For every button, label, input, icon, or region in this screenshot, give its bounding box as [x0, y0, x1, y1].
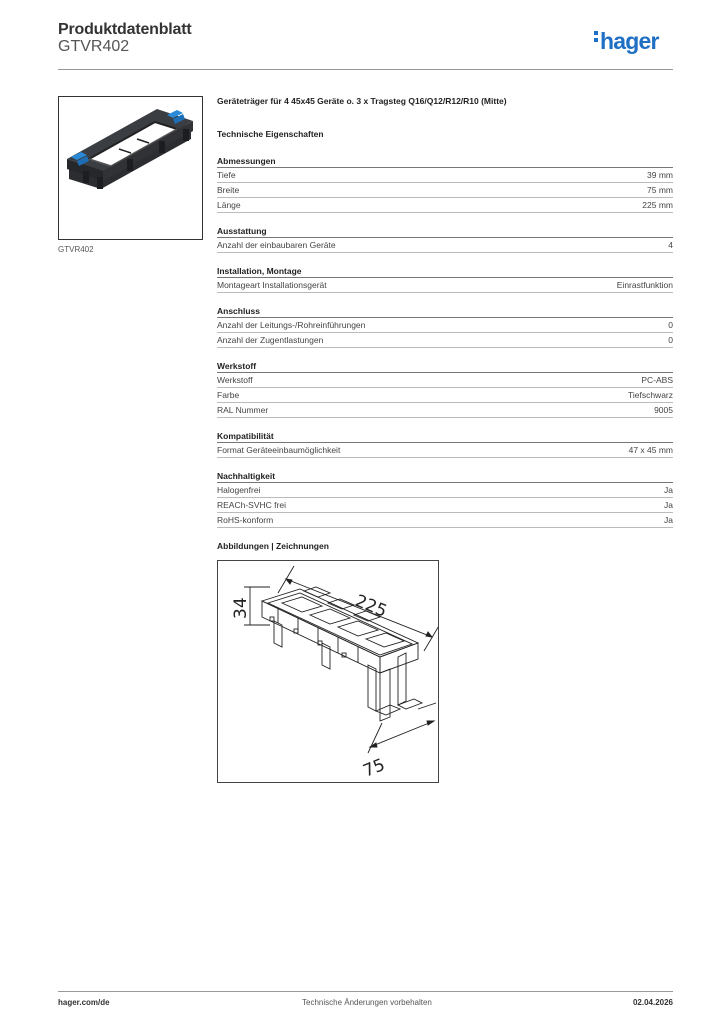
spec-label: Anzahl der Zugentlastungen: [217, 335, 324, 345]
spec-group-dimensions: [217, 156, 673, 213]
spec-label: Format Geräteeinbaumöglichkeit: [217, 445, 341, 455]
spec-row: [217, 483, 673, 498]
spec-group-title: Installation, Montage: [217, 266, 673, 278]
spec-row: [217, 168, 673, 183]
hager-logo: [594, 28, 659, 55]
spec-label: Tiefe: [217, 170, 236, 180]
product-description: Geräteträger für 4 45x45 Geräte o. 3 x Tragsteg Q16/Q12/R12/R10 (Mitte): [217, 96, 507, 106]
spec-label: Länge: [217, 200, 241, 210]
spec-group-sustainability: [217, 471, 673, 528]
spec-row: [217, 443, 673, 458]
drawings-heading: Abbildungen | Zeichnungen: [217, 541, 329, 551]
spec-group-title: Nachhaltigkeit: [217, 471, 673, 483]
technical-drawing: [218, 561, 438, 782]
spec-label: Anzahl der einbaubaren Geräte: [217, 240, 336, 250]
spec-row: [217, 333, 673, 348]
spec-value: 0: [668, 320, 673, 330]
product-image-frame: [58, 96, 203, 240]
spec-value: 225 mm: [642, 200, 673, 210]
spec-label: RoHS-konform: [217, 515, 274, 525]
spec-label: Montageart Installationsgerät: [217, 280, 327, 290]
spec-value: Ja: [664, 485, 673, 495]
spec-value: 47 x 45 mm: [628, 445, 673, 455]
spec-row: [217, 278, 673, 293]
spec-group-title: Ausstattung: [217, 226, 673, 238]
technical-drawing-frame: [217, 560, 439, 783]
logo-colon-icon: [594, 31, 598, 45]
spec-label: Halogenfrei: [217, 485, 261, 495]
spec-group-installation: [217, 266, 673, 293]
spec-group-compatibility: [217, 431, 673, 458]
spec-group-title: Anschluss: [217, 306, 673, 318]
spec-value: 0: [668, 335, 673, 345]
specification-section: [217, 96, 673, 528]
spec-label: REACh-SVHC frei: [217, 500, 286, 510]
dimension-length-label: 225: [352, 591, 390, 622]
spec-label: RAL Nummer: [217, 405, 269, 415]
spec-value: 4: [668, 240, 673, 250]
spec-label: Farbe: [217, 390, 240, 400]
logo-text: hager: [600, 28, 659, 54]
spec-value: Ja: [664, 500, 673, 510]
spec-value: Ja: [664, 515, 673, 525]
spec-row: [217, 498, 673, 513]
spec-group-material: [217, 361, 673, 418]
dimension-width-label: 75: [360, 754, 388, 782]
spec-group-title: Abmessungen: [217, 156, 673, 168]
spec-value: Einrastfunktion: [616, 280, 673, 290]
spec-row: [217, 403, 673, 418]
spec-row: [217, 198, 673, 213]
spec-value: 39 mm: [647, 170, 673, 180]
spec-label: Anzahl der Leitungs-/Rohreinführungen: [217, 320, 366, 330]
footer-divider: [58, 991, 673, 992]
spec-group-equipment: [217, 226, 673, 253]
spec-group-title: Kompatibilität: [217, 431, 673, 443]
spec-value: Tiefschwarz: [627, 390, 673, 400]
spec-row: [217, 388, 673, 403]
footer-website-link[interactable]: hager.com/de: [58, 998, 110, 1007]
spec-value: PC-ABS: [641, 375, 673, 385]
spec-row: [217, 238, 673, 253]
product-photo: [59, 97, 202, 239]
product-sku: GTVR402: [58, 38, 130, 55]
spec-label: Breite: [217, 185, 240, 195]
dimension-height-label: 34: [231, 597, 251, 619]
spec-group-connection: [217, 306, 673, 348]
spec-label: Werkstoff: [217, 375, 253, 385]
product-image-caption: GTVR402: [58, 245, 94, 254]
footer-date: 02.04.2026: [632, 998, 673, 1007]
technical-properties-heading: Technische Eigenschaften: [217, 129, 324, 139]
spec-value: 75 mm: [647, 185, 673, 195]
spec-row: [217, 373, 673, 388]
spec-value: 9005: [654, 405, 673, 415]
spec-row: [217, 183, 673, 198]
spec-row: [217, 318, 673, 333]
header-divider: [58, 69, 673, 70]
spec-row: [217, 513, 673, 528]
document-title: Produktdatenblatt: [58, 21, 192, 38]
footer-notice: Technische Änderungen vorbehalten: [302, 998, 432, 1007]
spec-group-title: Werkstoff: [217, 361, 673, 373]
